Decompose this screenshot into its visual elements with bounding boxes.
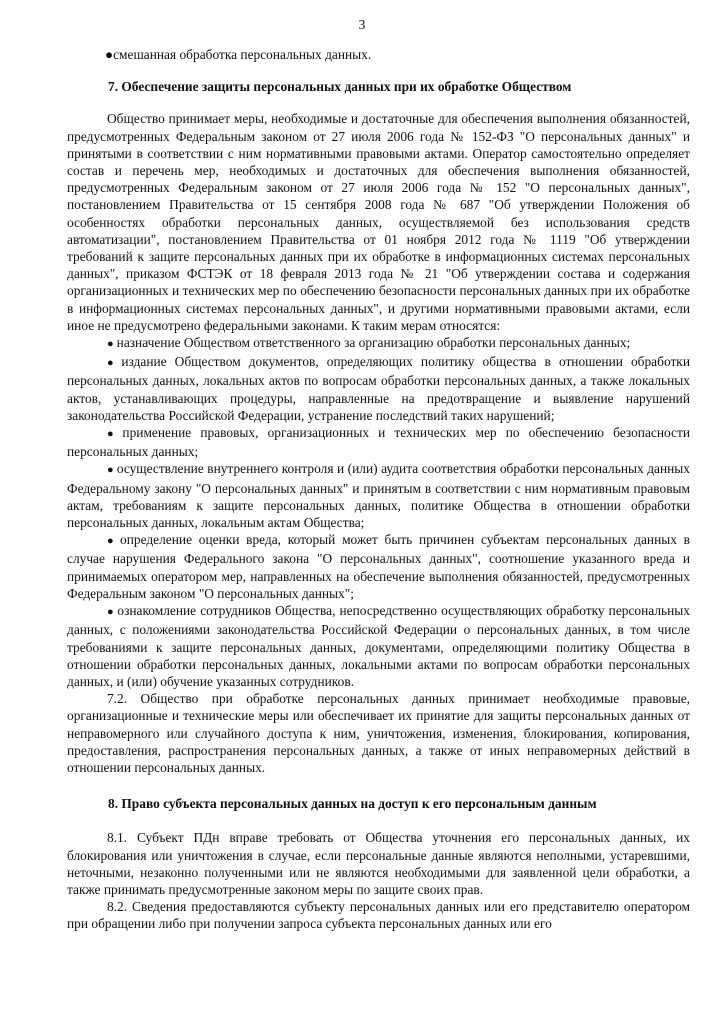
paragraph-8-1: 8.1. Субъект ПДн вправе требовать от Общества уточнения его персональных данных, их блокирования или уничтожения в случае, если персональные данные являются неполными, устаревшими, неточными, незаконно полученными или не являются необходимыми для заявленной цели обработки, а также принимать предусмотренные законом меры по защите своих прав. <box>67 830 690 897</box>
list-item <box>67 424 690 460</box>
list-item <box>67 602 690 690</box>
list-item-text: издание Обществом документов, определяющих политику общества в отношении обработки персональных данных, локальных актов по вопросам обработки персональных данных, а также локальных актов, устанавливающих процедуры, направленные на предотвращение и выявление нарушений законодательства Российской Федерации, устранение последствий таких нарушений; <box>67 354 690 423</box>
list-item-text: осуществление внутреннего контроля и (или) аудита соответствия обработки персональных данных Федеральному закону "О персональных данных" и принятым в соответствии с ним нормативным правовым актам, требованиям к защите персональных данных, политике Общества в отношении обработки персональных данных, локальным актам Общества; <box>67 461 690 531</box>
paragraph-8-2: 8.2. Сведения предоставляются субъекту персональных данных или его представителю оператором при обращении либо при получении запроса субъекта персональных данных или его <box>67 899 690 932</box>
bullet-icon: ● <box>107 428 120 441</box>
section-7-heading: 7. Обеспечение защиты персональных данных при их обработке Обществом <box>108 79 572 95</box>
list-item <box>67 353 690 424</box>
list-item-text: назначение Обществом ответственного за организацию обработки персональных данных; <box>116 335 631 351</box>
bullet-icon: ● <box>107 338 114 351</box>
section-7-intro-paragraph: Общество принимает меры, необходимые и достаточные для обеспечения выполнения обязанностей, предусмотренных Федеральным законом от 27 июля 2006 года № 152-ФЗ "О персональных данных" и принятыми в соответствии с ним нормативными правовыми актами. Оператор самостоятельно определяет состав и перечень мер, необходимых и достаточных для обеспечения выполнения обязанностей, предусмотренных Федеральным законом от 27 июля 2006 года № 152 "О персональных данных", постановлением Правительства от 15 сентября 2008 года № 687 "Об утверждении Положения об особенностях обработки персональных данных, осуществляемой без использования средств автоматизации", постановлением Правительства от 01 ноября 2012 года № 1119 "Об утверждении требований к защите персональных данных при их обработке в информационных системах персональных данных", приказом ФСТЭК от 18 февраля 2013 года № 21 "Об утверждении состава и содержания организационных и технических мер по обеспечению безопасности персональных данных при их обработке в информационных системах персональных данных", и другими нормативными правовыми актами, если иное не предусмотрено федеральными законами. К таким мерам относятся: <box>67 111 690 333</box>
list-item-text: определение оценки вреда, который может быть причинен субъектам персональных данных в случае нарушения Федерального закона "О персональных данных", соотношение указанного вреда и принимаемых оператором мер, направленных на обеспечение выполнения обязанностей, предусмотренных Федеральным законом "О персональных данных"; <box>67 532 690 601</box>
bullet-icon: ● <box>107 606 115 619</box>
list-item <box>67 460 690 531</box>
document-body <box>67 46 690 933</box>
list-item <box>67 334 690 353</box>
section-8-heading: 8. Право субъекта персональных данных на доступ к его персональным данным <box>108 796 597 812</box>
list-item-text: применение правовых, организационных и технических мер по обеспечению безопасности персональных данных; <box>67 425 690 460</box>
bullet-icon: ● <box>107 357 119 370</box>
bullet-icon: ● <box>107 464 114 477</box>
bullet-icon: ● <box>107 535 118 548</box>
list-item-text: ознакомление сотрудников Общества, непосредственно осуществляющих обработку персональных данных, с положениями законодательства Российской Федерации о персональных данных, в том числе требованиями к защите персональных данных, документами, определяющими политику Общества в отношении обработки персональных данных, локальными актами по вопросам обработки персональных данных, и (или) обучение указанных сотрудников. <box>67 603 690 689</box>
page-number: 3 <box>358 17 366 32</box>
lead-bullet-item <box>67 46 690 63</box>
bullet-icon: ● <box>105 47 114 62</box>
list-item <box>67 531 690 602</box>
lead-bullet-text: смешанная обработка персональных данных. <box>113 47 372 62</box>
paragraph-7-2: 7.2. Общество при обработке персональных данных принимает необходимые правовые, организационные и технические меры или обеспечивает их принятие для защиты персональных данных от неправомерного или случайного доступа к ним, уничтожения, изменения, блокирования, копирования, предоставления, распространения персональных данных, а также от иных неправомерных действий в отношении персональных данных. <box>67 691 690 775</box>
